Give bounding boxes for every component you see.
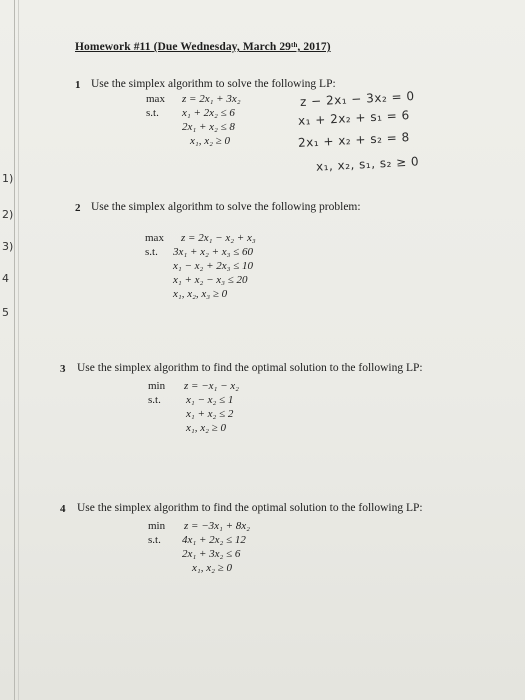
objective-label: max: [146, 93, 165, 105]
problem-2-number: 2: [75, 202, 81, 214]
st-label: s.t.: [148, 394, 161, 406]
margin-line: [14, 0, 15, 700]
margin-note-2: 2): [2, 208, 14, 221]
objective: z = 2x₁ + 3x₂: [182, 93, 241, 105]
objective-label: min: [148, 520, 166, 532]
margin-line-inner: [18, 0, 19, 700]
problem-3-lp: [148, 380, 239, 436]
problem-1-number: 1: [75, 79, 81, 91]
margin-note-4: 4: [2, 272, 9, 285]
handwritten-line: 2x₁ + x₂ + s₂ = 8: [297, 130, 411, 150]
problem-2-text: Use the simplex algorithm to solve the following problem:: [91, 201, 361, 213]
constraint: x₁ − x₂ ≤ 1: [186, 394, 234, 406]
handwritten-line: x₁, x₂, s₁, s₂ ≥ 0: [315, 154, 420, 174]
handwritten-line: x₁ + 2x₂ + s₁ = 6: [297, 108, 411, 128]
margin-note-5: 5: [2, 306, 9, 319]
margin-note-1: 1): [2, 172, 14, 185]
st-label: s.t.: [145, 246, 158, 258]
constraint: 2x₁ + x₂ ≤ 8: [182, 121, 235, 133]
margin-note-3: 3): [2, 240, 14, 253]
constraint: x₁, x₂ ≥ 0: [186, 422, 226, 434]
constraint: x₁, x₂ ≥ 0: [192, 562, 232, 574]
problem-1-lp: [146, 93, 241, 149]
problem-4-number: 4: [60, 503, 66, 515]
problem-3-number: 3: [60, 363, 66, 375]
constraint: 2x₁ + 3x₂ ≤ 6: [182, 548, 241, 560]
constraint: x₁, x₂ ≥ 0: [190, 135, 230, 147]
constraint: 4x₁ + 2x₂ ≤ 12: [182, 534, 246, 546]
constraint: x₁ − x₂ + 2x₃ ≤ 10: [173, 260, 254, 272]
constraint: x₁ + 2x₂ ≤ 6: [182, 107, 235, 119]
problem-4-text: Use the simplex algorithm to find the optimal solution to the following LP:: [77, 502, 423, 514]
objective: z = −x₁ − x₂: [184, 380, 239, 392]
objective-label: min: [148, 380, 166, 392]
problem-1-text: Use the simplex algorithm to solve the following LP:: [91, 78, 336, 90]
objective-label: max: [145, 232, 164, 244]
objective: z = 2x₁ − x₂ + x₃: [181, 232, 256, 244]
constraint: x₁ + x₂ − x₃ ≤ 20: [173, 274, 248, 286]
problem-2-lp: [145, 232, 256, 302]
problem-4-lp: [148, 520, 250, 576]
constraint: 3x₁ + x₂ + x₃ ≤ 60: [173, 246, 254, 258]
constraint: x₁ + x₂ ≤ 2: [186, 408, 234, 420]
st-label: s.t.: [146, 107, 159, 119]
objective: z = −3x₁ + 8x₂: [184, 520, 250, 532]
st-label: s.t.: [148, 534, 161, 546]
problem-3-text: Use the simplex algorithm to find the optimal solution to the following LP:: [77, 362, 423, 374]
handwritten-line: z − 2x₁ − 3x₂ = 0: [299, 89, 415, 109]
homework-title: Homework #11 (Due Wednesday, March 29ᵗʰ, 2017): [75, 41, 331, 53]
constraint: x₁, x₂, x₃ ≥ 0: [173, 288, 228, 300]
